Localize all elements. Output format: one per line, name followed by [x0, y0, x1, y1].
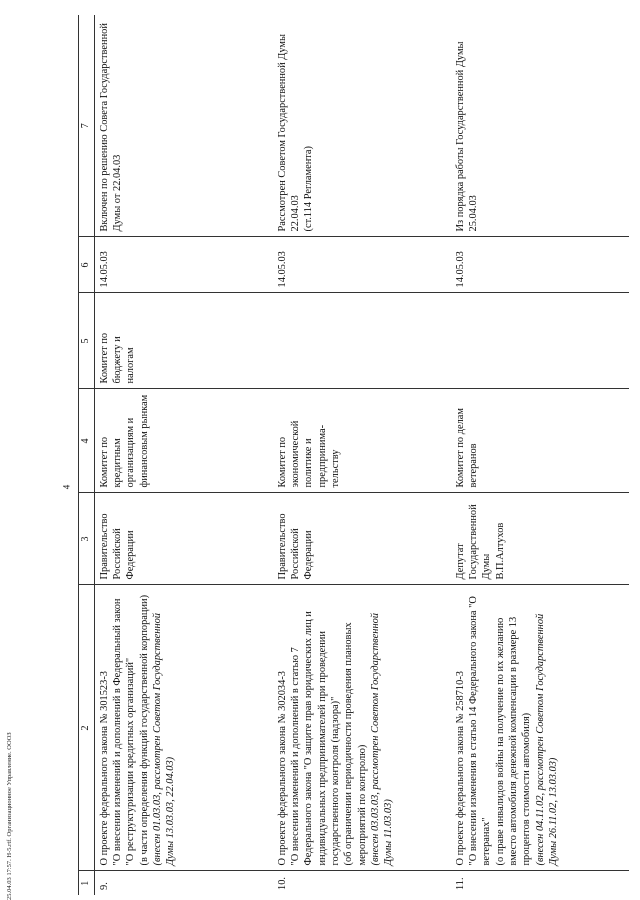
review-date: 14.05.03: [273, 237, 451, 293]
page-number: 4: [61, 484, 72, 490]
header-cell-7: 7: [79, 15, 95, 237]
responsible-committee: Комитет по делам ветеранов: [451, 389, 629, 493]
bill-status: Включен по решению Совета Государственной Думы от 22.04.03: [94, 15, 273, 237]
row-number: 9.: [98, 882, 110, 890]
bill-body: "О внесении изменений и дополнений в Федеральный закон "О реструктуризации кредитных организаций" (в части определения функций государственной корпорации): [112, 594, 150, 866]
header-cell-1: 1: [79, 871, 95, 895]
bill-title: О проекте федерального закона № 301523-3: [98, 671, 110, 866]
agenda-table: [78, 15, 629, 895]
table-row: [451, 15, 629, 895]
bill-note: (внесен 04.11.02, рассмотрен Советом Государственной Думы 26.11.02, 13.03.03): [534, 613, 559, 866]
table-row: [94, 15, 273, 895]
header-row: [79, 15, 95, 895]
header-cell-5: 5: [79, 293, 95, 389]
co-committee: [451, 293, 629, 389]
co-committee: Комитет по бюджету и налогам: [94, 293, 273, 389]
bill-author: Правительство Российской Федерации: [273, 493, 451, 585]
rotated-agenda-table: [78, 15, 638, 895]
bill-description: [94, 585, 273, 871]
footer-note: 25.04.03 17:57. Н-5.rtf. Организационное Управление. ОООЗ: [6, 732, 13, 900]
bill-description: [451, 585, 629, 871]
bill-note: (внесен 01.03.03, рассмотрен Советом Государственной Думы 13.03.03, 22.04.03): [152, 613, 177, 866]
row-number: 11.: [454, 877, 466, 890]
header-cell-4: 4: [79, 389, 95, 493]
bill-status: Из порядка работы Государственной Думы 25.04.03: [451, 15, 629, 237]
bill-author: Депутат Государственной Думы В.П.Алтухов: [451, 493, 629, 585]
co-committee: [273, 293, 451, 389]
bill-body: "О внесении изменений и дополнений в статью 7 Федерального закона "О защите прав юридических лиц и индивидуальных предпринимателей при проведении государственного контроля (надзора)" (об ограничении периодичности проведения плановых мероприятий по контролю): [290, 611, 368, 866]
bill-body: "О внесении изменения в статью 14 Федерального закона "О ветеранах" (о праве инвалидов войны на получение по их желанию вместо автомобиля денежной компенсации в размере 13 процентов стоимости автомобиля): [468, 596, 533, 866]
table-row: [273, 15, 451, 895]
review-date: 14.05.03: [451, 237, 629, 293]
bill-status: Рассмотрен Советом Государственной Думы 22.04.03 (ст.114 Регламента): [273, 15, 451, 237]
bill-author: Правительство Российской Федерации: [94, 493, 273, 585]
bill-description: [273, 585, 451, 871]
header-cell-6: 6: [79, 237, 95, 293]
review-date: 14.05.03: [94, 237, 273, 293]
bill-note: (внесен 03.03.03, рассмотрен Советом Государственной Думы 11.03.03): [369, 613, 395, 866]
responsible-committee: Комитет по кредитным организациям и финансовым рынкам: [94, 389, 273, 493]
responsible-committee: Комитет по экономической политике и предпринима-тельству: [273, 389, 451, 493]
bill-title: О проекте федерального закона № 302034-3: [276, 671, 288, 866]
header-cell-2: 2: [79, 585, 95, 871]
bill-title: О проекте федерального закона № 258710-3: [454, 671, 466, 866]
header-cell-3: 3: [79, 493, 95, 585]
row-number: 10.: [276, 877, 288, 890]
